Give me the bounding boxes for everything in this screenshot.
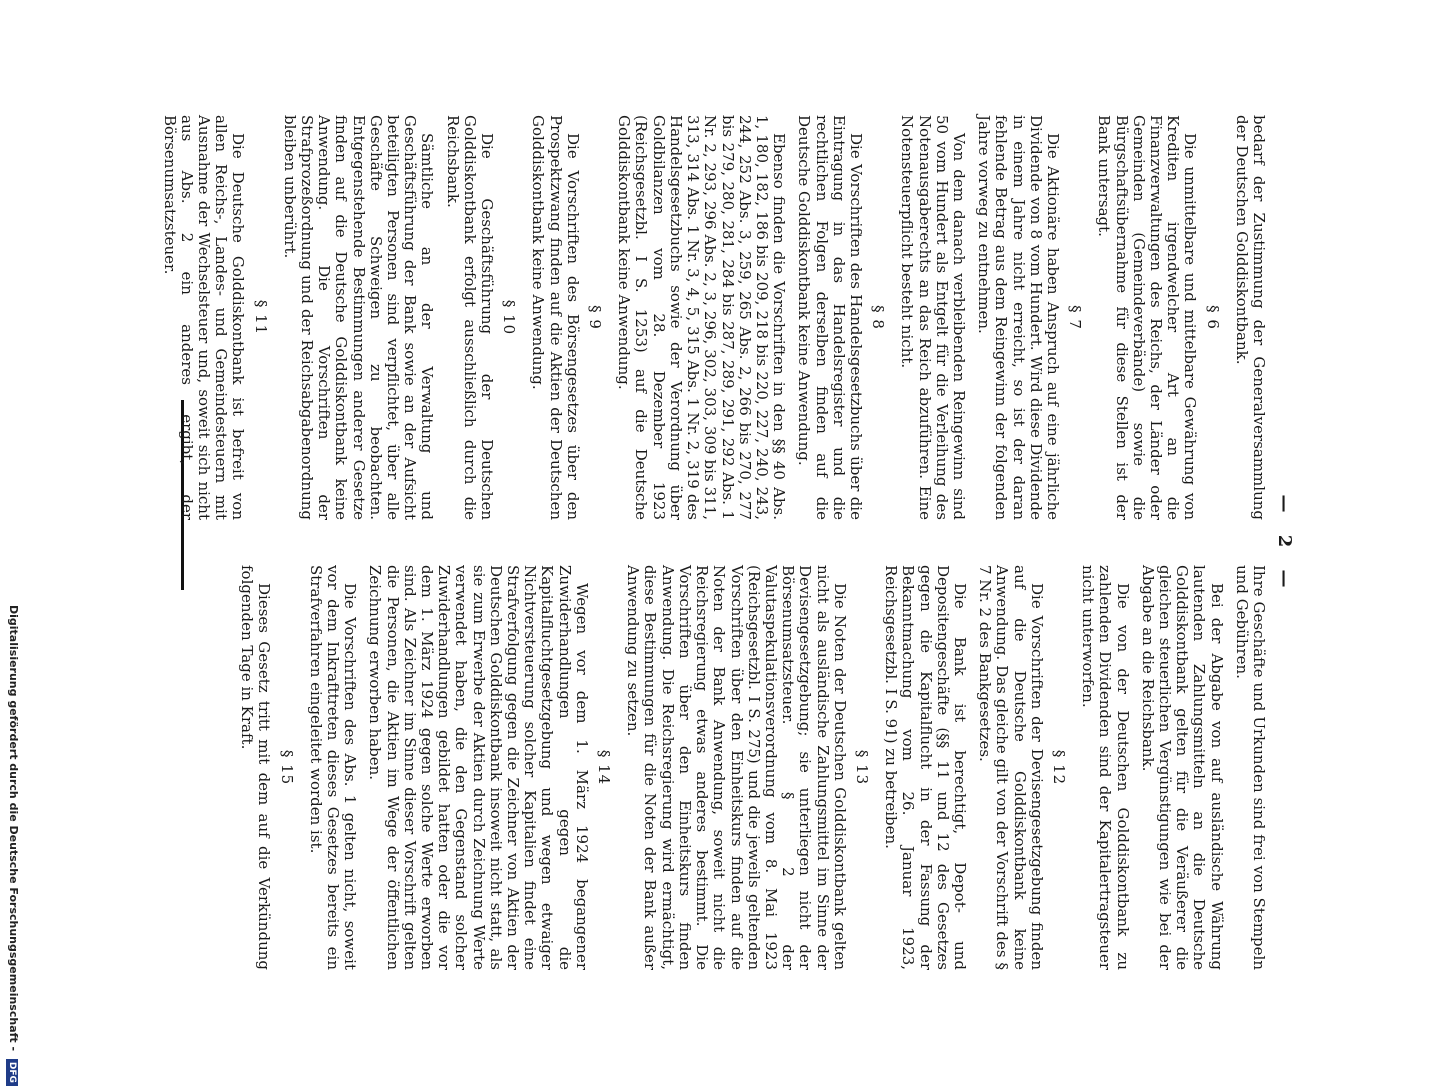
section-paragraph: Sämtliche an der Verwaltung und Geschäftsführung der Bank sowie an der Aufsicht beteiligten Personen sind verpflichtet, über alle Geschäfte Schweigen zu beobachten. Entgegenstehende Bestimmungen anderer Gesetze finden auf die Deutsche Golddiskontbank keine Anwendung. Die Vorschriften der Strafprozeßordnung und der Reichsabgabenordnung bleiben unberührt. — [280, 115, 437, 520]
section-paragraph: Die Vorschriften des Handelsgesetzbuchs über die Eintragung in das Handelsregister und die rechtlichen Folgen derselben finden auf die Deutsche Golddiskontbank keine Anwendung. — [795, 115, 865, 520]
section-heading: § 14 — [595, 749, 614, 786]
section-heading: § 7 — [1066, 305, 1085, 330]
section-paragraph: Die Noten der Deutschen Golddiskontbank gelten nicht als ausländische Zahlungsmittel im Sinne der Devisengesetzgebung; sie unterliegen nicht der Börsenumsatzsteuer. § 2 der Valutaspekulationsverordnung vom 8. Mai 1923 (Reichsgesetzbl. I S. 275) und die jeweils geltenden Vorschriften über den Einheitskurs finden auf die Noten der Bank Anwendung, soweit nicht die Reichsregierung etwas anderes bestimmt. Die Vorschriften über den Einheitskurs finden Anwendung. Die Reichsregierung wird ermächtigt, diese Bestimmungen für die Noten der Bank außer Anwendung zu setzen. — [624, 565, 849, 970]
section-paragraph: Dieses Gesetz tritt mit dem auf die Verkündung folgenden Tage in Kraft. — [238, 565, 274, 970]
dfg-logo: DFG — [6, 1059, 18, 1086]
section-heading: § 11 — [251, 299, 270, 336]
rotated-document-page — [160, 95, 1295, 995]
digitization-credit-text: Digitalisierung gefördert durch die Deutsche Forschungsgemeinschaft - — [7, 605, 20, 1052]
section-heading: § 12 — [1049, 749, 1068, 786]
left-intro: bedarf der Zustimmung der Generalversammlung der Deutschen Golddiskontbank. — [1232, 115, 1268, 520]
section-heading: § 15 — [277, 749, 296, 786]
section-paragraph: Die Vorschriften des Abs. 1 gelten nicht, soweit vor dem Inkrafttreten dieses Gesetzes bereits ein Strafverfahren eingeleitet worden ist. — [306, 565, 360, 970]
left-column — [152, 115, 1267, 520]
right-intro-paragraph: Die von der Deutschen Golddiskontbank zu zahlenden Dividenden sind der Kapitalertragsteuer nicht unterworfen. — [1079, 565, 1132, 970]
section-heading: § 6 — [1203, 305, 1222, 330]
section-heading: § 8 — [869, 305, 888, 330]
section-paragraph: Die Bank ist berechtigt, Depot- und Depositengeschäfte (§§ 11 und 12 des Gesetzes gegen die Kapitalflucht in der Fassung der Bekanntmachung vom 26. Januar 1923, Reichsgesetzbl. I S. 91) zu betreiben. — [882, 565, 969, 970]
right-intro-paragraph: Bei der Abgabe von auf ausländische Währung lautenden Zahlungsmitteln an die Deutsche Golddiskontbank gelten für die Veräußerer die gleichen steuerlichen Vergünstigungen wie bei der Abgabe an die Reichsbank. — [1138, 565, 1226, 970]
right-column — [230, 565, 1267, 970]
section-heading: § 9 — [586, 305, 605, 330]
section-paragraph: Die Aktionäre haben Anspruch auf eine jährliche Dividende von 8 vom Hundert. Wird diese Dividende in einem Jahre nicht erreicht, so ist der daran fehlende Betrag aus dem Reingewinn der folgenden Jahre vorweg zu entnehmen. — [975, 115, 1062, 520]
section-heading: § 10 — [500, 299, 519, 336]
section-paragraph: Die unmittelbare und mittelbare Gewährung von Krediten irgendwelcher Art an die Finanzverwaltungen des Reichs, der Länder oder Gemeinden (Gemeindeverbände) sowie die Bürgschaftsübernahme für diese Stellen ist der Bank untersagt. — [1095, 115, 1200, 520]
section-paragraph: Ebenso finden die Vorschriften in den §§ 40 Abs. 1, 180, 182, 186 bis 209, 218 bis 220, 227, 240, 243, 244, 252 Abs. 3, 259, 265 Abs. 2, 266 bis 270, 277 bis 279, 280, 281, 284 bis 287, 289, 291, 292 Abs. 1 Nr. 2, 293, 296 Abs. 2, 3, 296, 302, 303, 309 bis 311, 313, 314 Abs. 1 Nr. 3, 4, 5, 315 Abs. 1 Nr. 2, 319 des Handelsgesetzbuchs sowie der Verordnung über Goldbilanzen vom 28. Dezember 1923 (Reichsgesetzbl. I S. 1253) auf die Deutsche Golddiskontbank keine Anwendung. — [615, 115, 789, 520]
section-paragraph: Die Vorschriften der Devisengesetzgebung finden auf die Deutsche Golddiskontbank keine Anwendung. Das gleiche gilt von der Vorschrift des § 7 Nr. 2 des Bankgesetzes. — [976, 565, 1046, 970]
section-paragraph: Die Deutsche Golddiskontbank ist befreit von allen Reichs-, Landes- und Gemeindesteuern mit Ausnahme der Wechselsteuer und, soweit sich nicht aus Abs. 2 ein anderes ergibt, der Börsenumsatzsteuer. — [160, 115, 248, 520]
section-paragraph: Von dem danach verbleibenden Reingewinn sind 50 vom Hundert als Entgelt für die Verleihung des Notenausgaberechts an das Reich abzuführen. Eine Notensteuerpflicht besteht nicht. — [898, 115, 968, 520]
page-number: — 2 — — [1274, 494, 1295, 596]
section-heading: § 13 — [852, 749, 871, 786]
section-paragraph: Die Vorschriften des Börsengesetzes über den Prospektzwang finden auf die Aktien der Deutschen Golddiskontbank keine Anwendung. — [529, 115, 582, 520]
right-intro: Ihre Geschäfte und Urkunden sind frei von Stempeln und Gebühren. — [1232, 565, 1268, 970]
section-paragraph: Die Geschäftsführung der Deutschen Golddiskontbank erfolgt ausschließlich durch die Reichsbank. — [443, 115, 497, 520]
section-paragraph: Wegen vor dem 1. März 1924 begangener Zuwiderhandlungen gegen die Kapitalfluchtgesetzgebung und wegen etwaiger Nichtversteuerung solcher Kapitalien findet eine Strafverfolgung gegen die Zeichner von Aktien der Deutschen Golddiskontbank insoweit nicht statt, als sie zum Erwerbe der Aktien durch Zeichnung Werte verwendet haben, die den Gegenstand solcher Zuwiderhandlungen gebildet hatten oder die vor dem 1. März 1924 gegen solche Werte erworben sind. Als Zeichner im Sinne dieser Vorschrift gelten die Personen, die Aktien im Wege der öffentlichen Zeichnung erworben haben. — [366, 565, 591, 970]
